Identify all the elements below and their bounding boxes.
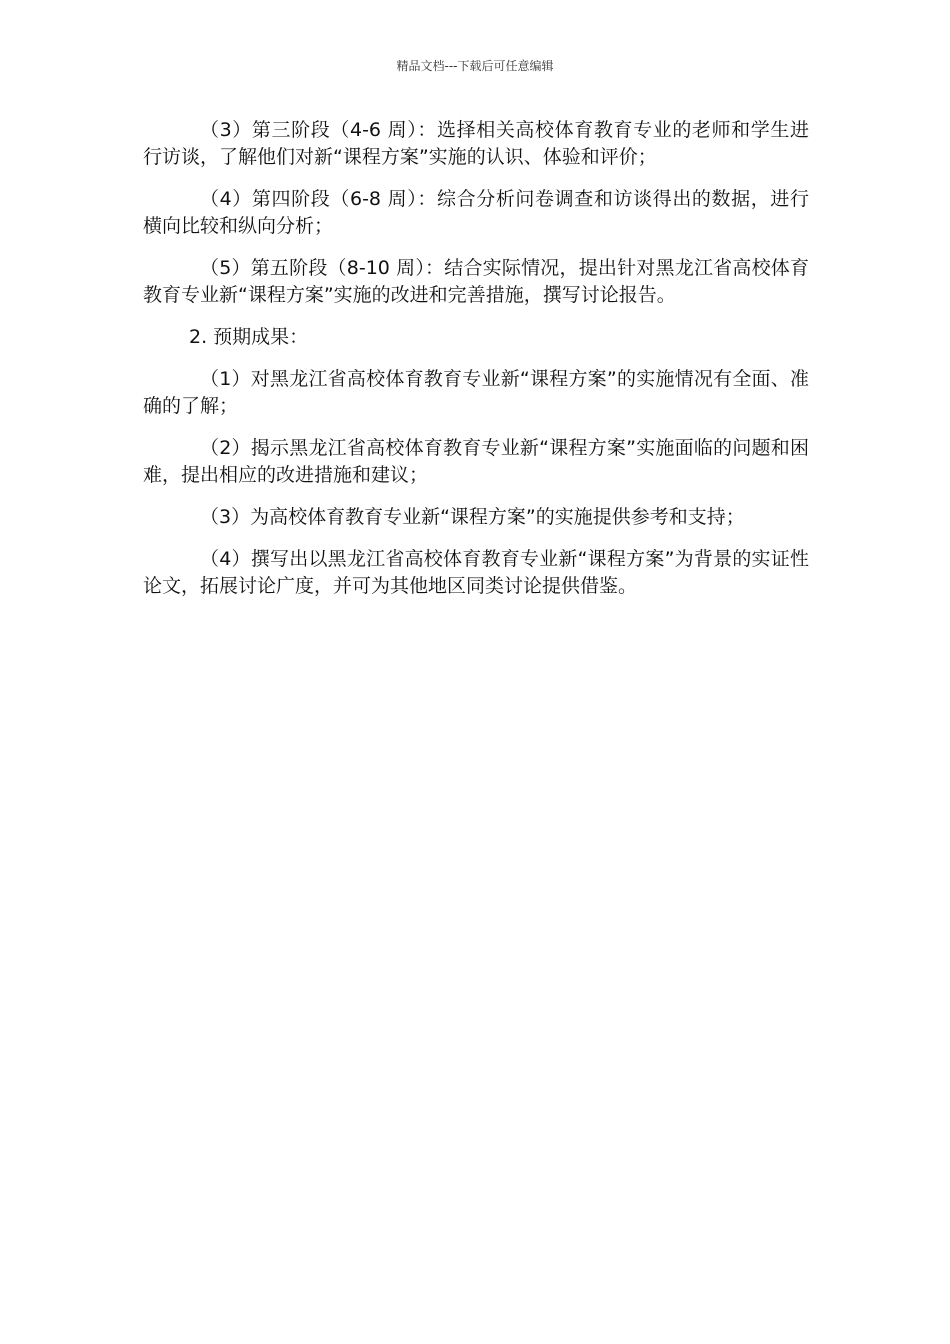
section-heading-expected-results: 2. 预期成果：	[189, 326, 309, 348]
document-body	[143, 117, 809, 615]
paragraph-result-1: （1）对黑龙江省高校体育教育专业新“课程方案”的实施情况有全面、准确的了解；	[143, 368, 809, 417]
paragraph-phase-4: （4）第四阶段（6-8 周）：综合分析问卷调查和访谈得出的数据，进行横向比较和纵向分析；	[143, 188, 809, 237]
page-header: 精品文档---下载后可任意编辑	[396, 59, 554, 73]
paragraph-phase-3: （3）第三阶段（4-6 周）：选择相关高校体育教育专业的老师和学生进行访谈，了解他们对新“课程方案”实施的认识、体验和评价；	[143, 119, 809, 168]
paragraph-phase-5: （5）第五阶段（8-10 周）：结合实际情况，提出针对黑龙江省高校体育教育专业新“课程方案”实施的改进和完善措施，撰写讨论报告。	[143, 257, 809, 306]
paragraph-result-4: （4）撰写出以黑龙江省高校体育教育专业新“课程方案”为背景的实证性论文，拓展讨论广度，并可为其他地区同类讨论提供借鉴。	[143, 548, 809, 597]
paragraph-result-3: （3）为高校体育教育专业新“课程方案”的实施提供参考和支持；	[200, 506, 745, 528]
paragraph-result-2: （2）揭示黑龙江省高校体育教育专业新“课程方案”实施面临的问题和困难，提出相应的改进措施和建议；	[143, 437, 809, 486]
